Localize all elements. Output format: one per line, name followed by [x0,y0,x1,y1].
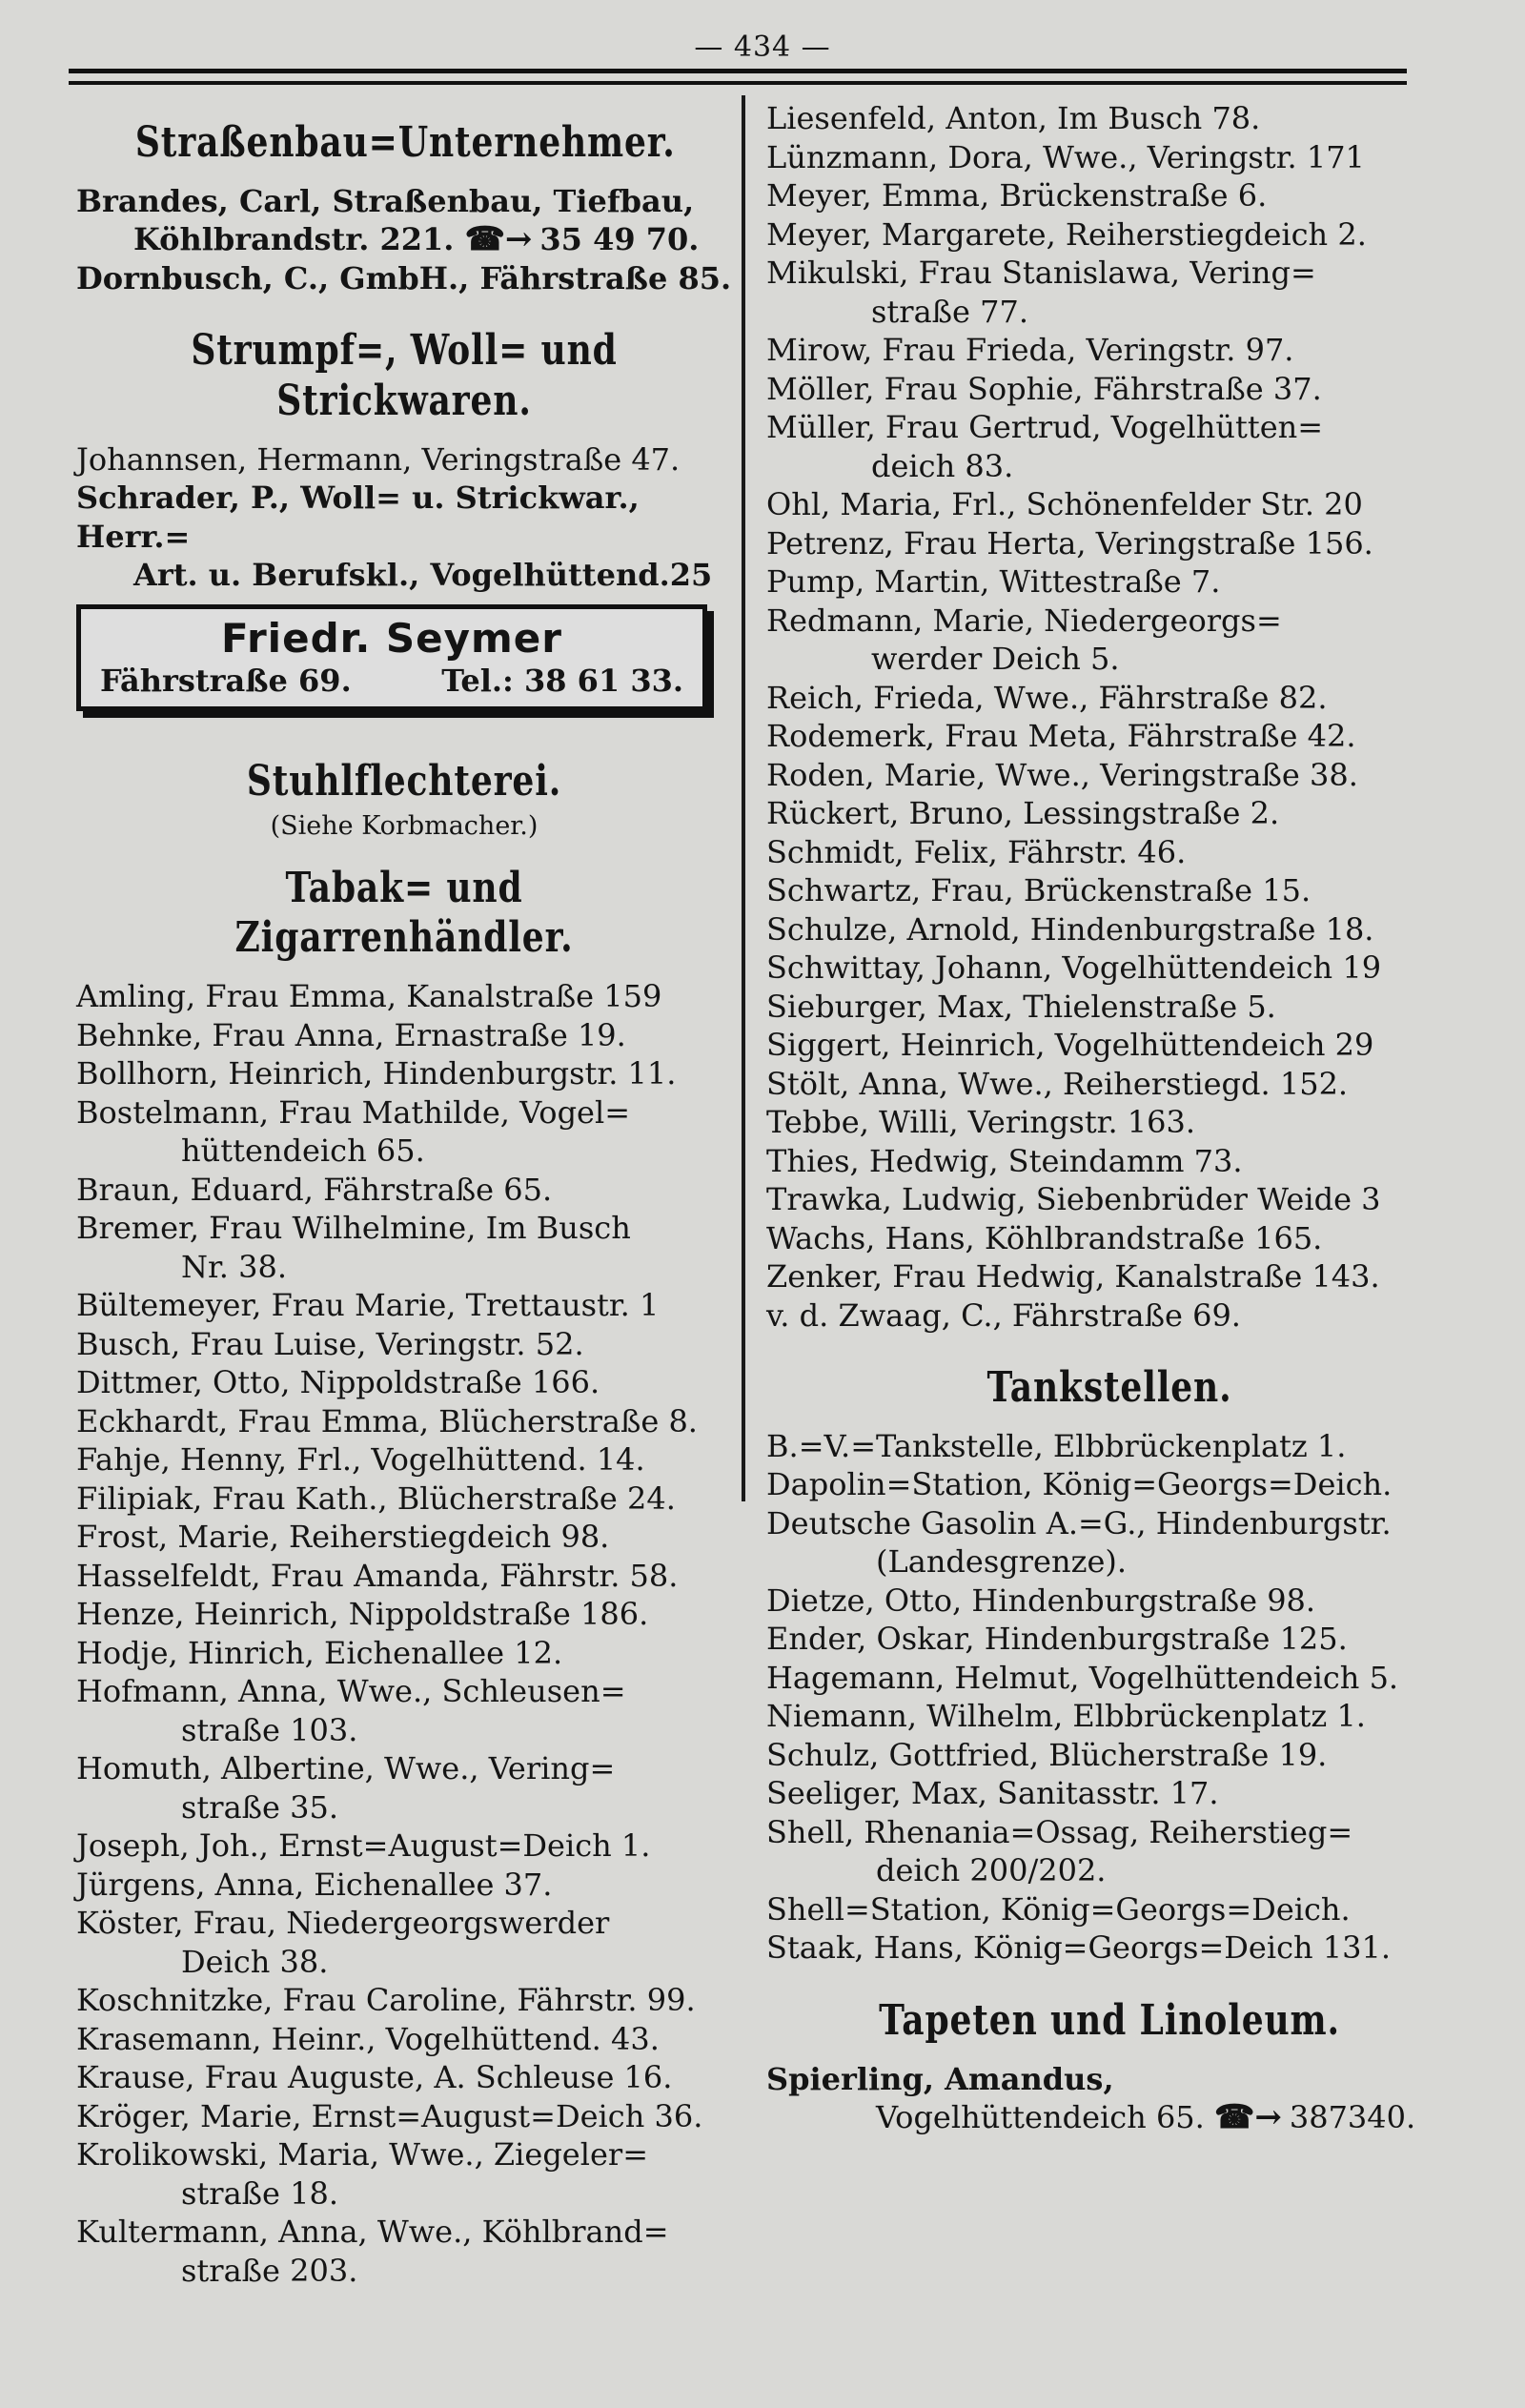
list-item: Möller, Frau Sophie, Fährstraße 37. [766,370,1322,407]
telephone-icon: ☎→ [464,220,533,259]
list-item: Schmidt, Felix, Fährstr. 46. [766,833,1187,870]
column-divider [742,95,745,1501]
list-item: Siggert, Heinrich, Vogelhüttendeich 29 [766,1027,1374,1063]
list-item: Mikulski, Frau Stanislawa, Vering= straße 77. [766,255,1316,330]
list-item: Meyer, Margarete, Reiherstiegdeich 2. [766,215,1367,253]
list-item: B.=V.=Tankstelle, Elbbrückenplatz 1. [766,1427,1347,1464]
list-item: Reich, Frieda, Wwe., Fährstraße 82. [766,679,1328,716]
list-item: Thies, Hedwig, Steindamm 73. [766,1142,1243,1179]
section-heading-tabak: Tabak= und Zigarrenhändler. [234,863,574,963]
list-item: Krolikowski, Maria, Wwe., Ziegeler= straße 18. [76,2136,649,2212]
list-item: Joseph, Joh., Ernst=August=Deich 1. [76,1827,651,1865]
cross-reference-note: (Siehe Korbmacher.) [270,810,539,841]
list-item: Hasselfeldt, Frau Amanda, Fährstr. 58. [76,1557,679,1594]
list-item: Liesenfeld, Anton, Im Busch 78. [766,100,1261,136]
list-item: Deutsche Gasolin A.=G., Hindenburgstr. (Landesgrenze). [766,1504,1392,1581]
list-item: Amling, Frau Emma, Kanalstraße 159 [76,978,662,1015]
list-item: Behnke, Frau Anna, Ernastraße 19. [76,1016,626,1053]
phone-number: 35 49 70. [539,221,700,258]
list-item: Schulz, Gottfried, Blücherstraße 19. [766,1736,1328,1773]
list-item: Koschnitzke, Frau Caroline, Fährstr. 99. [76,1982,696,2019]
list-item: Homuth, Albertine, Wwe., Vering= straße 35. [76,1750,616,1826]
list-item: Zenker, Frau Hedwig, Kanalstraße 143. [766,1258,1380,1295]
list-item: Stölt, Anna, Wwe., Reiherstiegd. 152. [766,1065,1349,1102]
list-item: Shell, Rhenania=Ossag, Reiherstieg= deich 200/202. [766,1813,1353,1889]
list-item: Niemann, Wilhelm, Elbbrückenplatz 1. [766,1698,1366,1735]
list-item: Braun, Eduard, Fährstraße 65. [76,1171,553,1208]
section-heading-tankstellen: Tankstellen. [986,1363,1232,1412]
list-item: Meyer, Emma, Brückenstraße 6. [766,177,1268,214]
list-item: Dornbusch, C., GmbH., Fährstraße 85. [76,259,732,296]
list-item: v. d. Zwaag, C., Fährstraße 69. [766,1296,1241,1334]
list-item: Schrader, P., Woll= u. Strickwar., Herr.= Art. u. Berufskl., Vogelhüttend.25 [76,480,713,594]
list-item: Schulze, Arnold, Hindenburgstraße 18. [766,910,1374,948]
list-item: Ohl, Maria, Frl., Schönenfelder Str. 20 [766,486,1363,522]
list-item: Rodemerk, Frau Meta, Fährstraße 42. [766,718,1356,754]
right-column [766,99,1453,2137]
list-item: Eckhardt, Frau Emma, Blücherstraße 8. [76,1402,698,1439]
list-item: Hagemann, Helmut, Vogelhüttendeich 5. [766,1659,1399,1696]
list-item: Bültemeyer, Frau Marie, Trettaustr. 1 [76,1287,660,1324]
ad-address: Fährstraße 69. [100,662,352,699]
list-item: Trawka, Ludwig, Siebenbrüder Weide 3 [766,1181,1381,1217]
left-column [76,99,732,2290]
list-item: Ender, Oskar, Hindenburgstraße 125. [766,1621,1348,1658]
list-item: Lünzmann, Dora, Wwe., Veringstr. 171 [766,138,1365,175]
list-item: Dapolin=Station, König=Georgs=Deich. [766,1466,1393,1503]
list-item: Krause, Frau Auguste, A. Schleuse 16. [76,2059,673,2096]
list-item: Wachs, Hans, Köhlbrandstraße 165. [766,1219,1323,1256]
list-item: Müller, Frau Gertrud, Vogelhütten= deich 83. [766,409,1324,484]
list-item: Hofmann, Anna, Wwe., Schleusen= straße 103. [76,1673,626,1748]
section-heading-stuhlflechterei: Stuhlflechterei. [246,756,562,806]
list-item: Hodje, Hinrich, Eichenallee 12. [76,1634,563,1671]
list-item: Bollhorn, Heinrich, Hindenburgstr. 11. [76,1055,677,1092]
list-item: Mirow, Frau Frieda, Veringstr. 97. [766,332,1294,368]
list-item: Kultermann, Anna, Wwe., Köhlbrand= straße 203. [76,2214,669,2289]
list-item: Redmann, Marie, Niedergeorgs= werder Deich 5. [766,602,1282,677]
ad-company-name: Friedr. Seymer [220,614,563,662]
list-item: Johannsen, Hermann, Veringstraße 47. [76,440,681,478]
list-item: Fahje, Henny, Frl., Vogelhüttend. 14. [76,1441,645,1479]
list-item: Brandes, Carl, Straßenbau, Tiefbau, Köhlbrandstr. 221. ☎→ 35 49 70. [76,182,700,259]
ad-telephone: Tel.: 38 61 33. [441,662,683,699]
ad-contact-line [100,663,683,699]
list-item: Rückert, Bruno, Lessingstraße 2. [766,795,1280,831]
list-item: Roden, Marie, Wwe., Veringstraße 38. [766,756,1358,793]
section-heading-tapeten: Tapeten und Linoleum. [879,1995,1340,2045]
list-item: Staak, Hans, König=Georgs=Deich 131. [766,1929,1392,1967]
list-item: Tebbe, Willi, Veringstr. 163. [766,1104,1196,1140]
list-item: Schwittay, Johann, Vogelhüttendeich 19 [766,949,1382,986]
list-item: Köster, Frau, Niedergeorgswerder Deich 38. [76,1905,610,1980]
list-item: Jürgens, Anna, Eichenallee 37. [76,1866,553,1903]
list-item: Bostelmann, Frau Mathilde, Vogel= hüttendeich 65. [76,1093,631,1170]
list-item: Bremer, Frau Wilhelmine, Im Busch Nr. 38. [76,1210,631,1285]
list-item: Schwartz, Frau, Brückenstraße 15. [766,872,1312,908]
list-item: Seeliger, Max, Sanitasstr. 17. [766,1775,1219,1812]
list-item: Henze, Heinrich, Nippoldstraße 186. [76,1596,649,1633]
list-item: Kröger, Marie, Ernst=August=Deich 36. [76,2097,703,2134]
list-item: Sieburger, Max, Thielenstraße 5. [766,988,1276,1025]
list-item: Busch, Frau Luise, Veringstr. 52. [76,1325,584,1362]
list-item: Dietze, Otto, Hindenburgstraße 98. [766,1582,1316,1619]
section-heading-strumpf: Strumpf=, Woll= und Strickwaren. [191,326,618,426]
advertisement-box [76,604,707,711]
list-item: Krasemann, Heinr., Vogelhüttend. 43. [76,2020,660,2057]
phone-number: 387340. [1289,2099,1416,2136]
top-rule [69,69,1407,73]
telephone-icon: ☎→ [1214,2098,1282,2137]
section-heading-strassenbau: Straßenbau=Unternehmer. [134,118,676,167]
list-item: Spierling, Amandus, Vogelhüttendeich 65. ☎→ 387340. [766,2060,1416,2137]
page-number: — 434 — [694,31,831,64]
list-item: Pump, Martin, Wittestraße 7. [766,563,1221,600]
list-item: Petrenz, Frau Herta, Veringstraße 156. [766,524,1373,561]
list-item: Dittmer, Otto, Nippoldstraße 166. [76,1364,600,1401]
top-rule-secondary [69,81,1407,85]
list-item: Frost, Marie, Reiherstiegdeich 98. [76,1519,610,1556]
list-item: Filipiak, Frau Kath., Blücherstraße 24. [76,1479,676,1517]
list-item: Shell=Station, König=Georgs=Deich. [766,1890,1351,1928]
